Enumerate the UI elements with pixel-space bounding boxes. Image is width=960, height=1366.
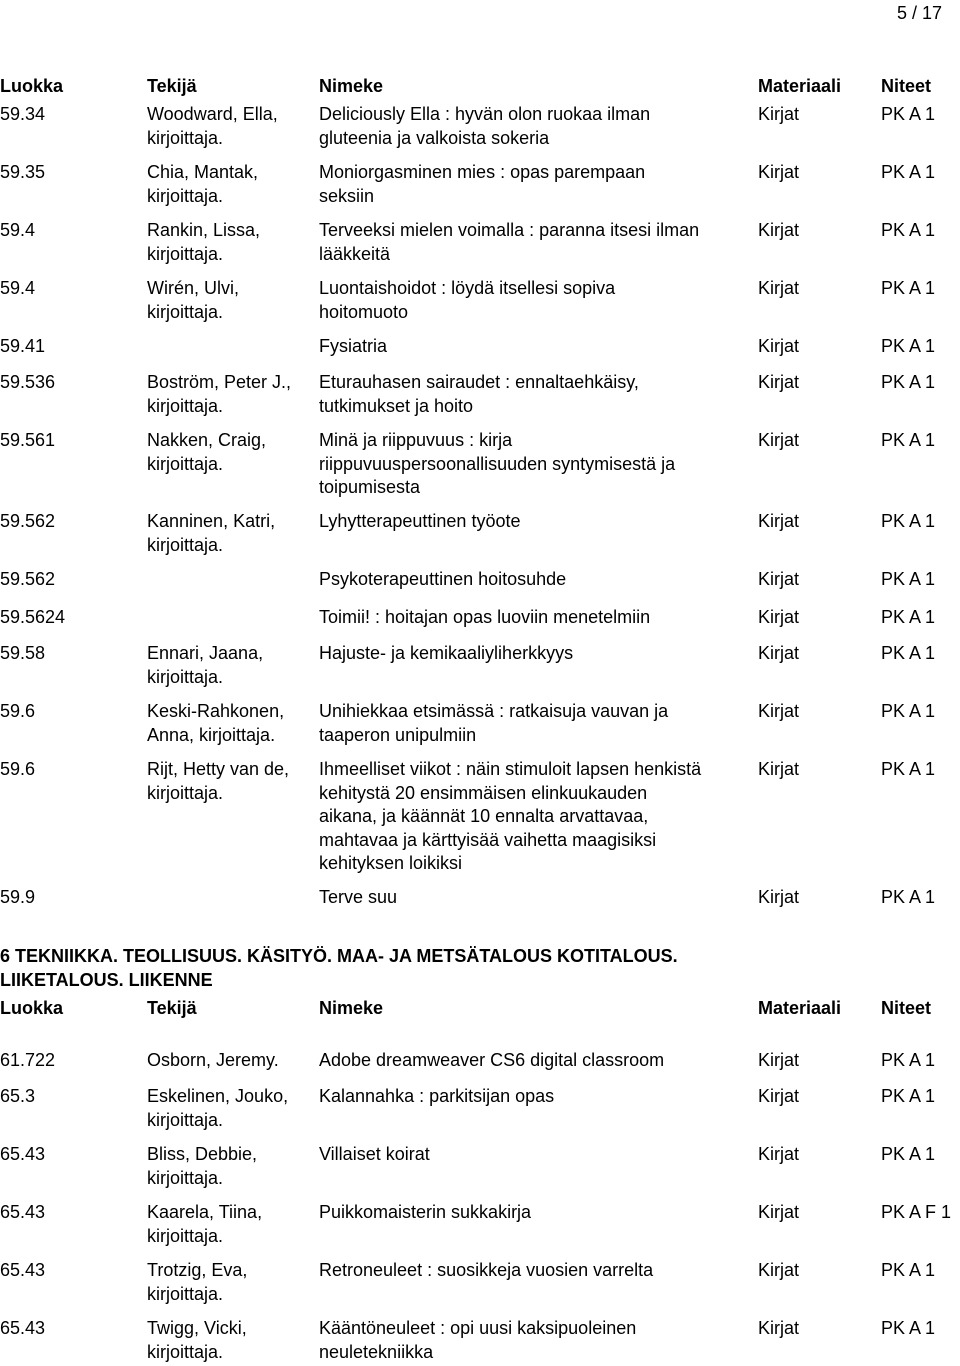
cell-tekija: Bliss, Debbie, (147, 1144, 258, 1164)
cell-niteet: PK A 1 (881, 1260, 936, 1280)
cell-luokka: 59.536 (0, 372, 56, 392)
page-number: 5 / 17 (896, 3, 942, 23)
cell-tekija: Eskelinen, Jouko, (147, 1086, 289, 1106)
cell-materiaali: Kirjat (758, 1202, 800, 1222)
header-luokka: Luokka (0, 998, 64, 1018)
cell-materiaali: Kirjat (758, 643, 800, 663)
cell-luokka: 59.5624 (0, 607, 66, 627)
cell-materiaali: Kirjat (758, 759, 800, 779)
cell-nimeke: gluteenia ja valkoista sokeria (319, 127, 550, 148)
cell-niteet: PK A 1 (881, 278, 936, 298)
cell-tekija: Wirén, Ulvi, (147, 278, 240, 298)
cell-tekija: Keski-Rahkonen, (147, 701, 285, 721)
cell-luokka: 59.34 (0, 104, 46, 124)
cell-materiaali: Kirjat (758, 278, 800, 298)
cell-nimeke: hoitomuoto (319, 301, 409, 322)
header-luokka: Luokka (0, 76, 64, 96)
cell-nimeke: Kääntöneuleet : opi uusi kaksipuoleinen (319, 1318, 637, 1338)
cell-nimeke: Deliciously Ella : hyvän olon ruokaa ilman (319, 104, 651, 124)
cell-luokka: 65.3 (0, 1086, 36, 1106)
cell-nimeke: Terveeksi mielen voimalla : paranna itsesi ilman (319, 220, 700, 240)
header-niteet: Niteet (881, 998, 932, 1018)
cell-nimeke: Minä ja riippuvuus : kirja (319, 430, 513, 450)
cell-tekija: Rankin, Lissa, (147, 220, 261, 240)
cell-materiaali: Kirjat (758, 104, 800, 124)
cell-nimeke: mahtavaa ja kärttyisää vaihetta maagisiksi (319, 829, 657, 850)
cell-nimeke: Hajuste- ja kemikaaliyliherkkyys (319, 643, 574, 663)
cell-nimeke: Terve suu (319, 887, 398, 907)
cell-tekija: kirjoittaja. (147, 666, 224, 687)
cell-tekija: Kanninen, Katri, (147, 511, 276, 531)
cell-nimeke: kehityksen loikiksi (319, 853, 463, 873)
cell-niteet: PK A 1 (881, 569, 936, 589)
cell-materiaali: Kirjat (758, 162, 800, 182)
cell-niteet: PK A 1 (881, 701, 936, 721)
cell-nimeke: Retroneuleet : suosikkeja vuosien varrelta (319, 1260, 654, 1280)
cell-tekija: kirjoittaja. (147, 453, 224, 474)
cell-materiaali: Kirjat (758, 511, 800, 531)
cell-nimeke: Fysiatria (319, 336, 388, 356)
header-materiaali: Materiaali (758, 998, 842, 1018)
cell-nimeke: neuletekniikka (319, 1341, 434, 1362)
cell-luokka: 59.6 (0, 701, 36, 721)
cell-tekija: Anna, kirjoittaja. (147, 724, 276, 745)
cell-materiaali: Kirjat (758, 607, 800, 627)
cell-luokka: 59.562 (0, 511, 56, 531)
cell-nimeke: Unihiekkaa etsimässä : ratkaisuja vauvan ja (319, 701, 669, 721)
cell-tekija: kirjoittaja. (147, 1167, 224, 1188)
header-nimeke: Nimeke (319, 76, 384, 96)
cell-nimeke: Psykoterapeuttinen hoitosuhde (319, 569, 567, 589)
cell-luokka: 59.58 (0, 643, 46, 663)
cell-niteet: PK A 1 (881, 430, 936, 450)
cell-niteet: PK A 1 (881, 607, 936, 627)
cell-nimeke: taaperon unipulmiin (319, 724, 477, 745)
cell-nimeke: Villaiset koirat (319, 1144, 430, 1164)
cell-tekija: kirjoittaja. (147, 243, 224, 264)
cell-materiaali: Kirjat (758, 1144, 800, 1164)
cell-materiaali: Kirjat (758, 372, 800, 392)
cell-tekija: Trotzig, Eva, (147, 1260, 248, 1280)
cell-luokka: 65.43 (0, 1144, 46, 1164)
cell-luokka: 59.562 (0, 569, 56, 589)
cell-niteet: PK A 1 (881, 1318, 936, 1338)
cell-materiaali: Kirjat (758, 336, 800, 356)
header-tekija: Tekijä (147, 76, 197, 96)
cell-niteet: PK A 1 (881, 162, 936, 182)
cell-materiaali: Kirjat (758, 887, 800, 907)
cell-tekija: Twigg, Vicki, (147, 1318, 247, 1338)
cell-nimeke: Toimii! : hoitajan opas luoviin menetelmiin (319, 607, 651, 627)
cell-tekija: Boström, Peter J., (147, 372, 292, 392)
cell-tekija: kirjoittaja. (147, 301, 224, 322)
cell-materiaali: Kirjat (758, 1050, 800, 1070)
cell-tekija: kirjoittaja. (147, 534, 224, 555)
cell-niteet: PK A 1 (881, 1086, 936, 1106)
cell-nimeke: Ihmeelliset viikot : näin stimuloit lapsen henkistä (319, 759, 702, 779)
cell-luokka: 59.4 (0, 278, 36, 298)
cell-tekija: Nakken, Craig, (147, 430, 267, 450)
cell-tekija: Kaarela, Tiina, (147, 1202, 263, 1222)
cell-luokka: 59.9 (0, 887, 36, 907)
cell-tekija: kirjoittaja. (147, 1109, 224, 1130)
cell-niteet: PK A 1 (881, 336, 936, 356)
cell-nimeke: toipumisesta (319, 477, 421, 497)
cell-luokka: 59.6 (0, 759, 36, 779)
cell-luokka: 59.561 (0, 430, 56, 450)
cell-niteet: PK A 1 (881, 511, 936, 531)
cell-niteet: PK A 1 (881, 1144, 936, 1164)
cell-nimeke: Luontaishoidot : löydä itsellesi sopiva (319, 278, 616, 298)
cell-tekija: Osborn, Jeremy. (147, 1050, 279, 1070)
cell-materiaali: Kirjat (758, 430, 800, 450)
cell-niteet: PK A 1 (881, 887, 936, 907)
cell-niteet: PK A 1 (881, 372, 936, 392)
header-nimeke: Nimeke (319, 998, 384, 1018)
cell-tekija: kirjoittaja. (147, 782, 224, 803)
cell-niteet: PK A 1 (881, 220, 936, 240)
cell-luokka: 65.43 (0, 1202, 46, 1222)
cell-tekija: Ennari, Jaana, (147, 643, 264, 663)
section-title-line: LIIKETALOUS. LIIKENNE (0, 969, 213, 990)
cell-tekija: Rijt, Hetty van de, (147, 759, 290, 779)
cell-luokka: 59.4 (0, 220, 36, 240)
cell-tekija: kirjoittaja. (147, 1283, 224, 1304)
cell-niteet: PK A 1 (881, 1050, 936, 1070)
cell-tekija: kirjoittaja. (147, 1225, 224, 1246)
header-tekija: Tekijä (147, 998, 197, 1018)
cell-materiaali: Kirjat (758, 220, 800, 240)
cell-materiaali: Kirjat (758, 1086, 800, 1106)
header-materiaali: Materiaali (758, 76, 842, 96)
cell-tekija: kirjoittaja. (147, 185, 224, 206)
cell-luokka: 59.35 (0, 162, 46, 182)
cell-tekija: Woodward, Ella, (147, 104, 278, 124)
cell-luokka: 61.722 (0, 1050, 56, 1070)
cell-materiaali: Kirjat (758, 569, 800, 589)
cell-nimeke: aikana, ja käännät 10 ennalta arvattavaa, (319, 806, 649, 826)
cell-luokka: 65.43 (0, 1318, 46, 1338)
cell-tekija: kirjoittaja. (147, 127, 224, 148)
cell-tekija: kirjoittaja. (147, 1341, 224, 1362)
cell-nimeke: lääkkeitä (319, 243, 391, 264)
cell-nimeke: Adobe dreamweaver CS6 digital classroom (319, 1050, 665, 1070)
cell-nimeke: tutkimukset ja hoito (319, 395, 474, 416)
cell-niteet: PK A 1 (881, 643, 936, 663)
cell-luokka: 65.43 (0, 1260, 46, 1280)
cell-nimeke: Eturauhasen sairaudet : ennaltaehkäisy, (319, 372, 639, 392)
cell-tekija: kirjoittaja. (147, 395, 224, 416)
cell-luokka: 59.41 (0, 336, 46, 356)
header-niteet: Niteet (881, 76, 932, 96)
cell-materiaali: Kirjat (758, 701, 800, 721)
section-title-line: 6 TEKNIIKKA. TEOLLISUUS. KÄSITYÖ. MAA- JA METSÄTALOUS KOTITALOUS. (0, 946, 678, 966)
cell-nimeke: riippuvuuspersoonallisuuden syntymisestä ja (319, 453, 676, 474)
cell-niteet: PK A F 1 (881, 1202, 952, 1222)
cell-nimeke: Lyhytterapeuttinen työote (319, 511, 521, 531)
cell-tekija: Chia, Mantak, (147, 162, 259, 182)
cell-nimeke: Moniorgasminen mies : opas parempaan (319, 162, 646, 182)
cell-niteet: PK A 1 (881, 104, 936, 124)
cell-nimeke: kehitystä 20 ensimmäisen elinkuukauden (319, 782, 648, 803)
cell-nimeke: Kalannahka : parkitsijan opas (319, 1086, 555, 1106)
cell-materiaali: Kirjat (758, 1260, 800, 1280)
cell-nimeke: Puikkomaisterin sukkakirja (319, 1202, 532, 1222)
section-title (0, 945, 900, 992)
cell-nimeke: seksiin (319, 185, 375, 206)
cell-niteet: PK A 1 (881, 759, 936, 779)
cell-materiaali: Kirjat (758, 1318, 800, 1338)
